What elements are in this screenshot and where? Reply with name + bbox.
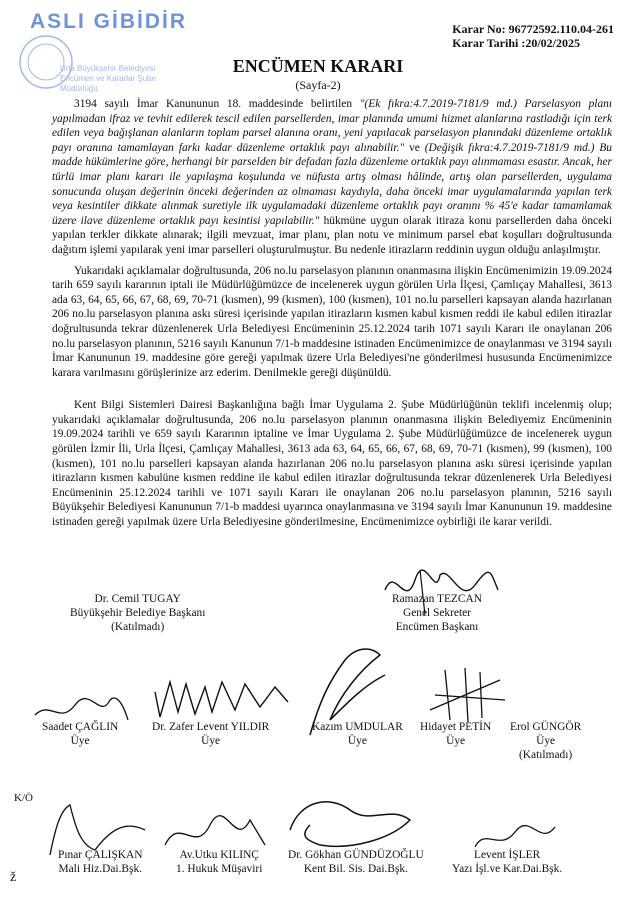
signatory-role: Yazı İşl.ve Kar.Dai.Bşk. <box>452 863 563 875</box>
decision-number: 96772592.110.04-261 <box>508 22 614 36</box>
signatory-name: Erol GÜNGÖR <box>510 721 582 733</box>
handwritten-signature <box>150 672 290 722</box>
signatory-role: Üye <box>201 735 221 747</box>
signatory-role: Üye <box>347 735 367 747</box>
text-span: ve <box>404 141 425 154</box>
signatory-name: Dr. Gökhan GÜNDÜZOĞLU <box>288 849 424 861</box>
signatory-name: Kazım UMDULAR <box>312 721 403 733</box>
signatory-member <box>42 720 118 748</box>
signatory-secretary-general <box>392 592 482 634</box>
signatory-role: 1. Hukuk Müşaviri <box>176 863 263 875</box>
page-title: ENCÜMEN KARARI <box>232 56 404 76</box>
page-subtitle: (Sayfa-2) <box>295 78 341 92</box>
signatory-note: Encümen Başkanı <box>395 621 479 633</box>
certified-copy-stamp: ASLI GİBİDİR <box>30 10 188 33</box>
signatory-mayor <box>70 592 205 634</box>
quoted-law: "(Ek fıkra:4.7.2019-7181/9 md.) Parselasyon planı yapılmadan ifraz ve tevhit edilerek tescil edilen parsellerden, imar planında umumi hizmet alanlarına rastladığı için terk edilen veya bağışlanan alanların toplam parsel alanına oranı, yeni yapılacak parselasyon planındaki düzenleme ortaklık payı oranına tamamlayan farkı kadar düzenleme ortaklık payı alınabilir." <box>52 98 612 154</box>
decision-date: :20/02/2025 <box>521 36 581 50</box>
office-stamp-line: Müdürlüğü <box>60 84 98 93</box>
signatory-member <box>420 720 491 748</box>
signatory-name: Pınar ÇALIŞKAN <box>58 849 143 861</box>
signatory-role: Üye <box>446 735 466 747</box>
signatory-department-head <box>452 848 562 876</box>
decision-meta <box>452 22 614 50</box>
signatory-name: Hidayet PETİN <box>420 721 492 733</box>
signatory-department-head <box>58 848 142 876</box>
signatory-member <box>152 720 269 748</box>
decision-body <box>52 97 612 536</box>
text-span: hükmüne uygun olarak itiraza konu parsellerden daha önceki yapılan terkler dikkate alınarak; ilgili mevzuat, imar planı, plan notu ve minimum parsel ebat koşulları doğrultusunda dağıtım işlemi yapılarak yeni imar parselleri oluşturulmuştur. Bu nedenle itirazların reddinin uygun olduğu anlaşılmıştır. <box>52 214 612 256</box>
quoted-law: (Değişik fıkra:4.7.2019-7181/9 md.) Bu madde hükümlerine göre, herhangi bir parselden bir defadan fazla düzenleme ortaklık payı alınmaması esastır. Ancak, her türlü imar planı kararı ile yapılaşma koşulunda ve nüfusta artış olması hâlinde, artış olan parsellerden, uygulama sonucunda oluşan değerinin önceki değerinden az olmaması kaydıyla, daha önceki imar uygulamalarında yapılan terk veya kesintiler dikkate alınmak suretiyle ilk uygulamadaki düzenleme ortaklık payı oranını % 45'e kadar tamamlamak üzere ilave düzenleme ortaklık payı kesintisi yapılabilir." <box>52 141 612 227</box>
margin-mark: ž <box>10 870 17 885</box>
signatory-role: Genel Sekreter <box>402 607 471 619</box>
paragraph-legal-basis <box>52 97 612 258</box>
signatory-role: Üye <box>70 735 90 747</box>
signatory-name: Dr. Cemil TUGAY <box>94 593 181 605</box>
signatory-name: Ramazan TEZCAN <box>392 593 482 605</box>
paragraph-proposal: Yukarıdaki açıklamalar doğrultusunda, 206 no.lu parselasyon planının onanmasına ilişkin Encümenimizin 19.09.2024 tarih 659 sayılı kararının iptali ile Müdürlüğümüzce de incelenerek uygun görülen Urla İlçesi, Çamlıçay Mahallesi, 3613 ada 63, 64, 65, 66, 67, 68, 69, 70-71 (kısmen), 99 (kısmen), 100 (kısmen), 101 no.lu parselleri kapsayan alanda hazırlanan 206 no.lu parselasyon planına askı süresi içerisinde yapılan itirazların kısmen kabul kısmen reddi ile kabul edilen itirazlar doğrultusunda tekrar düzenlenerek Urla Belediyesi Encümeninin 25.12.2024 tarih 1071 sayılı Kararı ile onaylanan 206 no.lu parselasyon planının, 5216 sayılı Kanunun 7/1-b maddesine istinaden Encümenimizce de onaylanması ve 3194 sayılı İmar Kanununun 19. maddesine göre gereği yapılmak üzere Urla Belediyesi'ne gönderilmesi hususunda Encümenimizce karara varılmasını görüşlerinize arz ederim. Denilmekle gereği düşünüldü. <box>52 264 612 379</box>
signatory-role: Büyükşehir Belediye Başkanı <box>70 607 206 619</box>
signatory-name: Saadet ÇAĞLIN <box>42 721 119 733</box>
paragraph-decision: Kent Bilgi Sistemleri Dairesi Başkanlığına bağlı İmar Uygulama 2. Şube Müdürlüğünün teklifi incelenmiş olup; yukarıdaki açıklamalar doğrultusunda, 206 no.lu parselasyon planının onanmasına ilişkin Belediyemiz Encümeninin 19.09.2024 tarihli ve 659 sayılı Kararının iptaline ve İmar Uygulama 2. Şube Müdürlüğümüzce de incelenerek uygun görülen İzmir İli, Urla İlçesi, Çamlıçay Mahallesi, 3613 ada 63, 64, 65, 66, 67, 68, 69, 70-71 (kısmen), 99 (kısmen), 100 (kısmen), 101 no.lu parselleri kapsayan alanda hazırlanan 206 no.lu parselasyon planına askı süresi içerisinde yapılan itirazların kısmen kabulüne kısmen reddine ile kabul edilen itirazlar doğrultusunda tekrar düzenlenerek Urla Belediyesi Encümeninin 25.12.2024 tarihli ve 1071 sayılı Kararı ile onaylanan 206 no.lu parselasyon planının, 5216 sayılı Büyükşehir Belediyesi Kanununun 7/1-b maddesi uyarınca onaylanmasına ve 3194 sayılı İmar Kanununun 19. maddesine istinaden gereği yapılmak üzere Urla Belediyesine gönderilmesine, Encümenimizce oybirliği ile karar verildi. <box>52 399 612 529</box>
decision-date-label: Karar Tarihi <box>452 36 519 50</box>
signatory-role: Mali Hiz.Dai.Bşk. <box>58 863 142 875</box>
margin-note: K/Ö <box>14 792 33 804</box>
signatory-role: Üye <box>536 735 556 747</box>
signatory-legal-advisor <box>176 848 262 876</box>
signatory-member <box>312 720 403 748</box>
decision-number-label: Karar No: <box>452 22 506 36</box>
office-stamp-line: Encümen ve Kararlar Şube <box>60 74 157 83</box>
signatory-name: Dr. Zafer Levent YILDIR <box>152 721 270 733</box>
signatory-note: (Katılmadı) <box>519 749 573 761</box>
signatory-name: Av.Utku KILINÇ <box>179 849 259 861</box>
signatory-name: Levent İŞLER <box>474 849 541 861</box>
signatory-department-head <box>288 848 424 876</box>
signatory-role: Kent Bil. Sis. Dai.Bşk. <box>303 863 408 875</box>
signatory-note: (Katılmadı) <box>111 621 165 633</box>
signatory-member <box>510 720 581 762</box>
text-span: 3194 sayılı İmar Kanununun 18. maddesinde belirtilen <box>74 98 360 110</box>
office-stamp-line: Urla Büyükşehir Belediyesi <box>60 64 156 73</box>
